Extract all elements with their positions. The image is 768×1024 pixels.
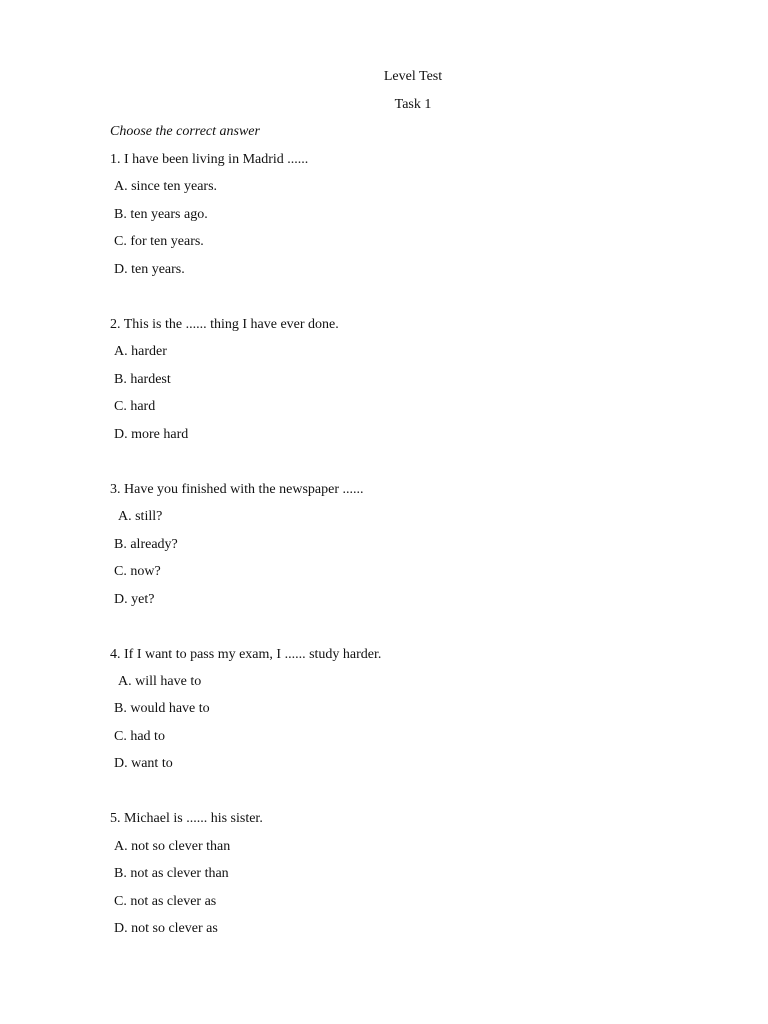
question-4-option-b: B. would have to [114, 701, 210, 716]
question-2-option-c: C. hard [114, 399, 156, 414]
question-4: 4. If I want to pass my exam, I ...... study harder. [110, 647, 382, 662]
instruction-text: Choose the correct answer [110, 124, 260, 139]
question-4-option-d: D. want to [114, 756, 173, 771]
question-2-option-a: A. harder [114, 344, 167, 359]
document-subtitle: Task 1 [394, 97, 432, 112]
question-3-option-c: C. now? [114, 564, 161, 579]
question-2-option-d: D. more hard [114, 427, 189, 442]
question-2-option-b: B. hardest [114, 372, 171, 387]
question-1: 1. I have been living in Madrid ...... [110, 152, 309, 167]
question-5-option-d: D. not so clever as [114, 921, 218, 936]
document-title: Level Test [383, 69, 443, 84]
question-4-option-a: A. will have to [118, 674, 202, 689]
question-1-option-a: A. since ten years. [114, 179, 218, 194]
question-3-option-a: A. still? [118, 509, 163, 524]
question-5-option-b: B. not as clever than [114, 866, 229, 881]
question-3-option-b: B. already? [114, 537, 178, 552]
question-1-option-b: B. ten years ago. [114, 207, 208, 222]
question-4-option-c: C. had to [114, 729, 165, 744]
question-5-option-c: C. not as clever as [114, 894, 217, 909]
question-5-option-a: A. not so clever than [114, 839, 231, 854]
question-2: 2. This is the ...... thing I have ever done. [110, 317, 339, 332]
question-3: 3. Have you finished with the newspaper ...... [110, 482, 364, 497]
question-1-option-c: C. for ten years. [114, 234, 204, 249]
question-3-option-d: D. yet? [114, 592, 155, 607]
question-1-option-d: D. ten years. [114, 262, 185, 277]
question-5: 5. Michael is ...... his sister. [110, 811, 263, 826]
